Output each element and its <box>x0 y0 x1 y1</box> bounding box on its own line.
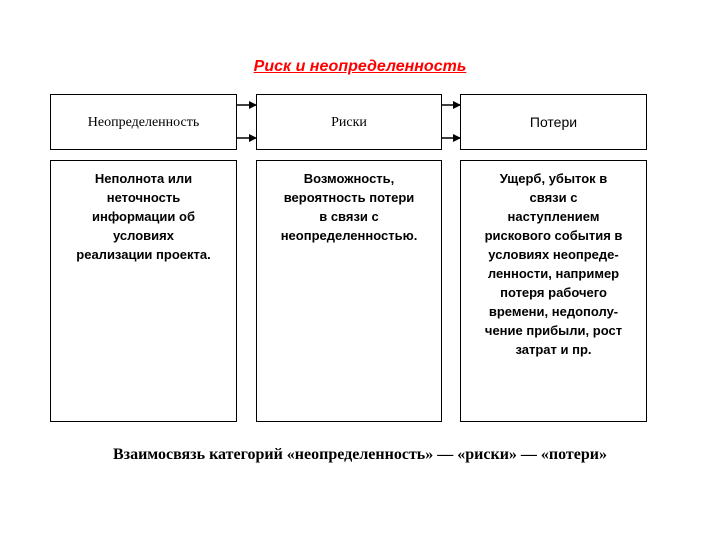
header-box-losses <box>460 94 647 150</box>
description-box-risks: Возможность, вероятность потери в связи с неопределенностью. <box>256 160 442 422</box>
header-label-risks: Риски <box>331 114 367 130</box>
diagram-caption: Взаимосвязь категорий «неопределенность» — «риски» — «потери» <box>112 446 607 463</box>
header-label-losses: Потери <box>529 113 578 130</box>
header-box-uncertainty <box>50 94 237 150</box>
description-box-losses: Ущерб, убыток в связи с наступлением рискового события в условиях неопреде- ленности, например потеря рабочего времени, недополу- чение прибыли, рост затрат и пр. <box>460 160 647 422</box>
diagram-title: Риск и неопределенность <box>253 58 467 75</box>
header-box-risks <box>256 94 442 150</box>
header-label-uncertainty: Неопределенность <box>87 114 200 130</box>
description-box-uncertainty: Неполнота или неточность информации об условиях реализации проекта. <box>50 160 237 422</box>
